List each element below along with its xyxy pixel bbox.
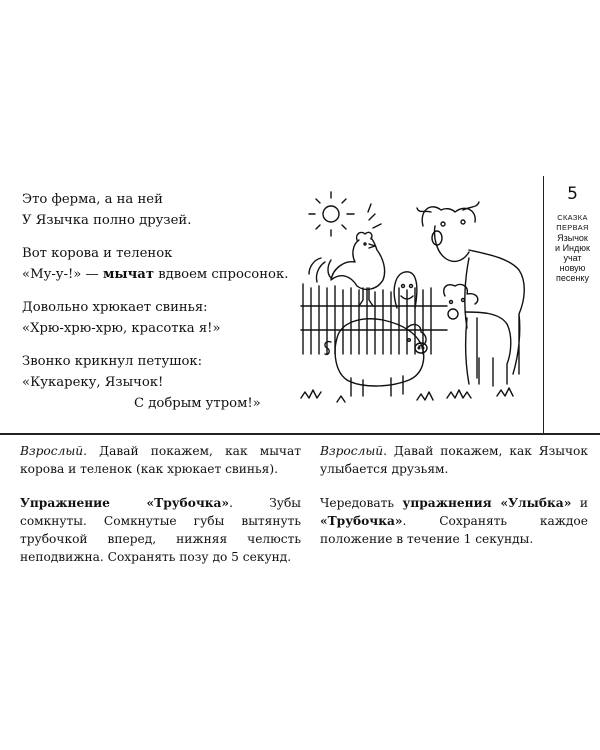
poem-line: С добрым утром!» (134, 396, 261, 411)
dialog-text: . Давай покажем, как Язычок улыбается друзьям. (320, 444, 588, 476)
exercise-text: Чередовать (320, 496, 403, 510)
role-label: Взрослый (20, 444, 84, 458)
role-label: Взрослый (320, 444, 384, 458)
chapter-title-line: учат (563, 253, 582, 263)
exercise-text: . Сохранять каждое положение в течение 1 секунды. (320, 514, 588, 546)
chapter-sidebar (543, 176, 600, 434)
instructions-left (20, 442, 301, 582)
dialog-text: . Давай покажем, как мычат корова и теленок (как хрюкает свинья). (20, 444, 301, 476)
poem-line: «Кукареку, Язычок! (22, 375, 164, 390)
chapter-label: СКАЗКА (557, 213, 588, 222)
section-divider (0, 433, 600, 435)
poem-stanza-3 (22, 297, 322, 339)
poem-text: вдвоем спросонок. (154, 267, 289, 282)
poem-bold-word: мычат (102, 267, 154, 282)
poem-line: «Хрю-хрю-хрю, красотка я!» (22, 321, 221, 336)
poem-line: Звонко крикнул петушок: (22, 354, 203, 369)
dialog-paragraph (20, 442, 301, 478)
chapter-title-line: новую (559, 263, 586, 273)
page-number: 5 (567, 184, 578, 204)
chapter-title (544, 213, 600, 283)
chapter-title-line: Язычок (557, 233, 588, 243)
exercise-label: упражнения «Улыбка» (402, 496, 572, 510)
poem-stanza-4 (22, 351, 322, 414)
exercise-label: Упражнение «Трубочка» (20, 496, 230, 510)
poem-line (22, 264, 322, 285)
cow-icon (417, 202, 524, 378)
exercise-paragraph (20, 494, 301, 566)
poem-line: Довольно хрюкает свинья: (22, 300, 208, 315)
chapter-title-line: и Индюк (555, 243, 590, 253)
exercise-text: и (571, 496, 589, 510)
dialog-paragraph (320, 442, 588, 478)
sun-icon (309, 192, 354, 236)
poem-line: У Язычка полно друзей. (22, 213, 192, 228)
poem-line: Это ферма, а на ней (22, 192, 163, 207)
rooster-icon (309, 232, 385, 306)
farm-animals-illustration (297, 188, 537, 420)
poem-stanza-1 (22, 189, 322, 231)
poem-stanza-2 (22, 243, 322, 285)
chapter-label: ПЕРВАЯ (556, 223, 589, 232)
tongue-character-icon (394, 272, 417, 308)
poem-text: «Му-у-!» — (22, 267, 103, 282)
exercise-text: . Зубы сомкнуты. Сомкнутые губы вытянуть трубочкой вперед, нижняя челюсть неподвижна. Сохранять позу до 5 секунд. (20, 496, 301, 564)
poem-line: Вот корова и теленок (22, 246, 173, 261)
instructions-right (320, 442, 588, 564)
exercise-label: «Трубочка» (320, 514, 403, 528)
chapter-title-line: песенку (556, 273, 589, 283)
exercise-paragraph (320, 494, 588, 548)
poem (22, 189, 322, 426)
